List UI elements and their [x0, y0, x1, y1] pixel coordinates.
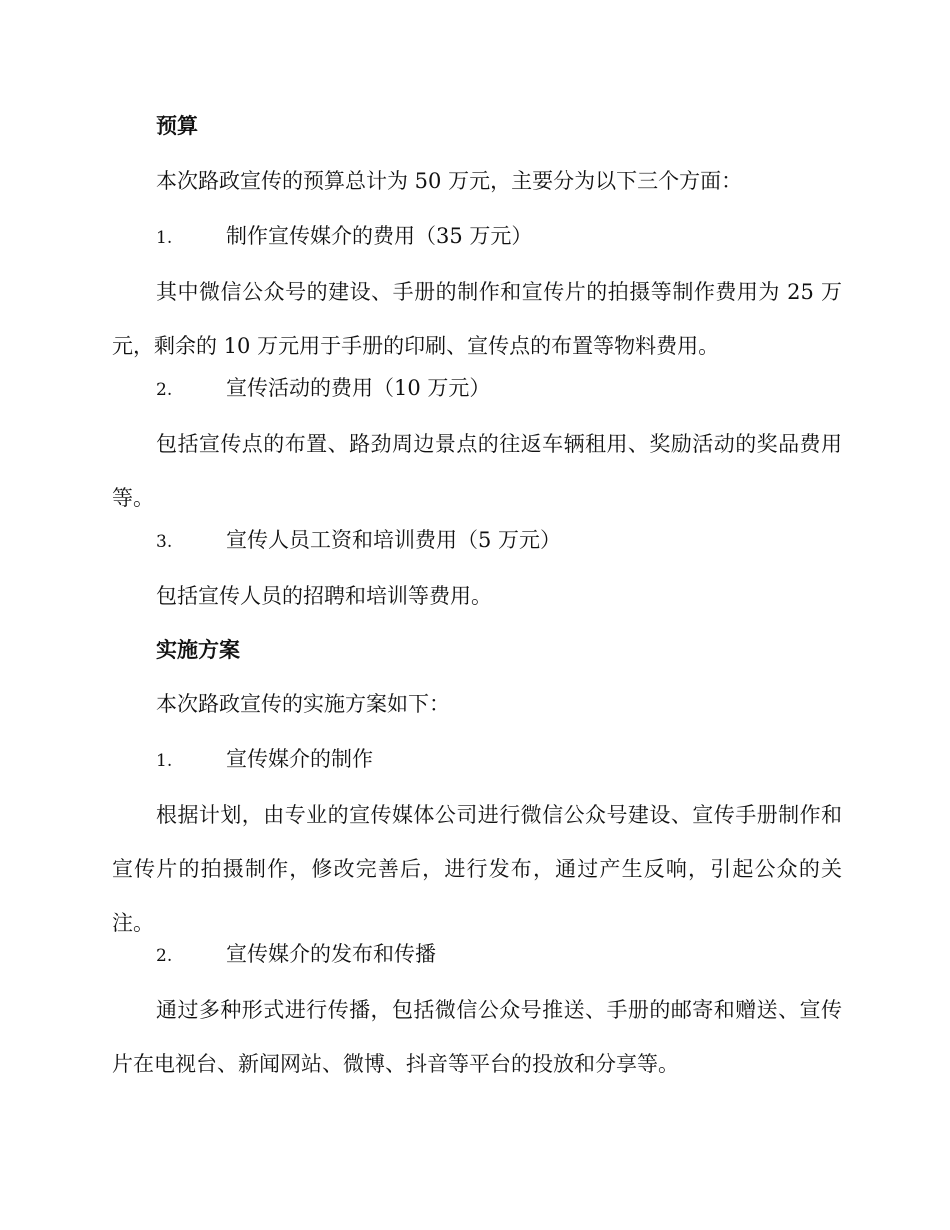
budget-item-3 — [156, 520, 561, 562]
plan-item-1-title: 宣传媒介的制作 — [226, 747, 373, 771]
plan-intro: 本次路政宣传的实施方案如下： — [156, 692, 450, 716]
budget-item-1-description: 其中微信公众号的建设、手册的制作和宣传片的拍摄等制作费用为 25 万元，剩余的 10 万元用于手册的印刷、宣传点的布置等物料费用。 — [112, 280, 842, 358]
budget-item-2 — [156, 368, 490, 410]
budget-item-2-title: 宣传活动的费用（10 万元） — [226, 376, 491, 400]
plan-item-2 — [156, 934, 436, 976]
plan-heading: 实施方案 — [156, 638, 240, 662]
plan-item-2-description: 通过多种形式进行传播，包括微信公众号推送、手册的邮寄和赠送、宣传片在电视台、新闻网站、微博、抖音等平台的投放和分享等。 — [112, 998, 842, 1076]
budget-item-3-title: 宣传人员工资和培训费用（5 万元） — [226, 528, 562, 552]
budget-item-3-description: 包括宣传人员的招聘和培训等费用。 — [156, 584, 492, 608]
budget-item-1-number: 1. — [156, 228, 173, 248]
budget-item-3-number: 3. — [156, 532, 173, 552]
budget-item-2-description: 包括宣传点的布置、路劲周边景点的往返车辆租用、奖励活动的奖品费用等。 — [112, 432, 842, 510]
plan-item-1-description: 根据计划，由专业的宣传媒体公司进行微信公众号建设、宣传手册制作和宣传片的拍摄制作，修改完善后，进行发布，通过产生反响，引起公众的关注。 — [112, 803, 842, 935]
budget-heading: 预算 — [156, 114, 198, 138]
budget-intro: 本次路政宣传的预算总计为 50 万元，主要分为以下三个方面： — [156, 169, 743, 193]
plan-item-1 — [156, 739, 373, 781]
budget-item-2-number: 2. — [156, 380, 173, 400]
plan-item-2-title: 宣传媒介的发布和传播 — [226, 942, 436, 966]
budget-item-1-title: 制作宣传媒介的费用（35 万元） — [226, 224, 533, 248]
budget-item-1 — [156, 216, 532, 258]
plan-item-2-number: 2. — [156, 946, 173, 966]
plan-item-1-number: 1. — [156, 751, 173, 771]
